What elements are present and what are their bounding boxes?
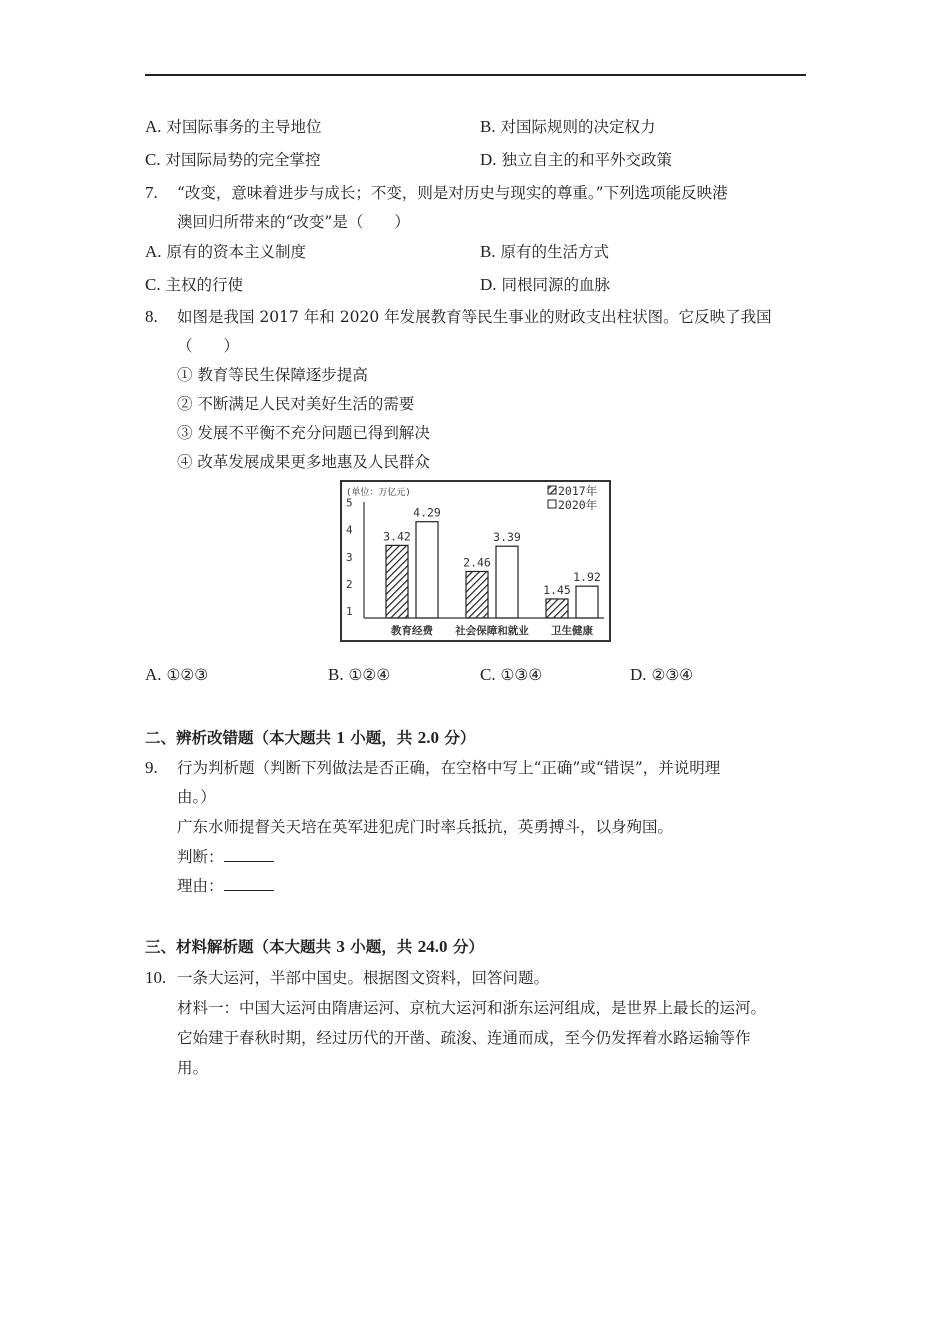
q9-stem-line2: 由。）	[177, 788, 216, 806]
bar-2020年-卫生健康	[576, 586, 598, 618]
chart-legend	[548, 484, 598, 512]
q9-statement: 广东水师提督关天培在英军进犯虎门时率兵抵抗，英勇搏斗，以身殉国。	[177, 818, 674, 836]
bar-value-label: 3.42	[383, 529, 411, 544]
legend-swatch-2017	[548, 486, 556, 494]
x-category-label: 卫生健康	[551, 625, 593, 637]
y-tick-label: 5	[346, 496, 353, 510]
q7-option-c[interactable]: C. 主权的行使	[145, 275, 244, 294]
q6-option-a[interactable]: A. 对国际事务的主导地位	[145, 117, 322, 136]
q8-statement-1: ① 教育等民生保障逐步提高	[177, 366, 368, 384]
q9-judge-row	[177, 847, 274, 867]
q8-number: 8.	[145, 307, 158, 326]
section-3-heading: 三、材料解析题（本大题共 3 小题，共 24.0 分）	[145, 937, 484, 956]
q7-option-d[interactable]: D. 同根同源的血脉	[480, 275, 610, 294]
expenditure-bar-chart	[340, 480, 611, 642]
q9-judge-label: 判断：	[177, 848, 224, 866]
y-tick-label: 4	[346, 523, 353, 537]
q8-stem-line1: 如图是我国 2017 年和 2020 年发展教育等民生事业的财政支出柱状图。它反映了我国	[177, 308, 772, 326]
q8-option-c[interactable]: C. ①③④	[480, 665, 543, 684]
q8-stem-line2: （ ）	[177, 337, 240, 355]
q9-stem-line1: 行为判析题（判断下列做法是否正确，在空格中写上“正确”或“错误”，并说明理	[177, 759, 721, 777]
bar-2020年-教育经费	[416, 522, 438, 618]
q10-material-line2: 它始建于春秋时期，经过历代的开凿、疏浚、连通而成，至今仍发挥着水路运输等作	[177, 1029, 751, 1047]
y-tick-label: 3	[346, 550, 353, 564]
q8-option-d[interactable]: D. ②③④	[630, 665, 694, 684]
bar-value-label: 3.39	[493, 530, 521, 545]
q7-number: 7.	[145, 183, 158, 202]
q9-reason-blank[interactable]	[224, 876, 274, 891]
bar-2020年-社会保障和就业	[496, 546, 518, 618]
legend-label-2017: 2017年	[558, 484, 598, 498]
bar-value-label: 1.45	[543, 582, 571, 597]
q8-statement-3: ③ 发展不平衡不充分问题已得到解决	[177, 424, 430, 442]
chart-canvas	[342, 482, 609, 640]
q8-option-b[interactable]: B. ①②④	[328, 665, 391, 684]
legend-label-2020: 2020年	[558, 498, 598, 512]
bar-value-label: 1.92	[573, 570, 601, 585]
y-tick-label: 2	[346, 578, 353, 591]
y-tick-label: 1	[346, 605, 353, 619]
bar-2017年-社会保障和就业	[466, 571, 488, 618]
q9-reason-row	[177, 876, 274, 896]
q8-option-a[interactable]: A. ①②③	[145, 665, 209, 684]
q6-option-b[interactable]: B. 对国际规则的决定权力	[480, 117, 656, 136]
chart-unit-label: (单位：万亿元)	[346, 488, 411, 498]
header-rule	[145, 74, 806, 76]
q10-material-line3: 用。	[177, 1059, 209, 1077]
q10-number: 10.	[145, 968, 167, 987]
legend-swatch-2020	[548, 500, 556, 508]
q10-material-line1: 材料一：中国大运河由隋唐运河、京杭大运河和浙东运河组成，是世界上最长的运河。	[177, 999, 767, 1017]
x-category-label: 社会保障和就业	[455, 625, 529, 637]
q7-option-b[interactable]: B. 原有的生活方式	[480, 242, 610, 261]
q9-judge-blank[interactable]	[224, 847, 274, 862]
bar-2017年-教育经费	[386, 545, 408, 618]
bar-value-label: 2.46	[463, 555, 491, 570]
q10-stem: 一条大运河，半部中国史。根据图文资料，回答问题。	[177, 969, 550, 987]
bar-2017年-卫生健康	[546, 599, 568, 618]
section-2-heading: 二、辨析改错题（本大题共 1 小题，共 2.0 分）	[145, 728, 476, 747]
q7-stem-line2: 澳回归所带来的“改变”是（ ）	[177, 213, 410, 231]
x-category-label: 教育经费	[391, 625, 433, 637]
q6-option-d[interactable]: D. 独立自主的和平外交政策	[480, 150, 672, 169]
q6-option-c[interactable]: C. 对国际局势的完全掌控	[145, 150, 321, 169]
q9-number: 9.	[145, 758, 158, 777]
q8-statement-2: ② 不断满足人民对美好生活的需要	[177, 395, 415, 413]
q7-option-a[interactable]: A. 原有的资本主义制度	[145, 242, 306, 261]
q9-reason-label: 理由：	[177, 877, 224, 895]
q7-stem-line1: “改变，意味着进步与成长；不变，则是对历史与现实的尊重。”下列选项能反映港	[177, 184, 728, 202]
q8-statement-4: ④ 改革发展成果更多地惠及人民群众	[177, 453, 430, 471]
bar-value-label: 4.29	[413, 505, 441, 520]
